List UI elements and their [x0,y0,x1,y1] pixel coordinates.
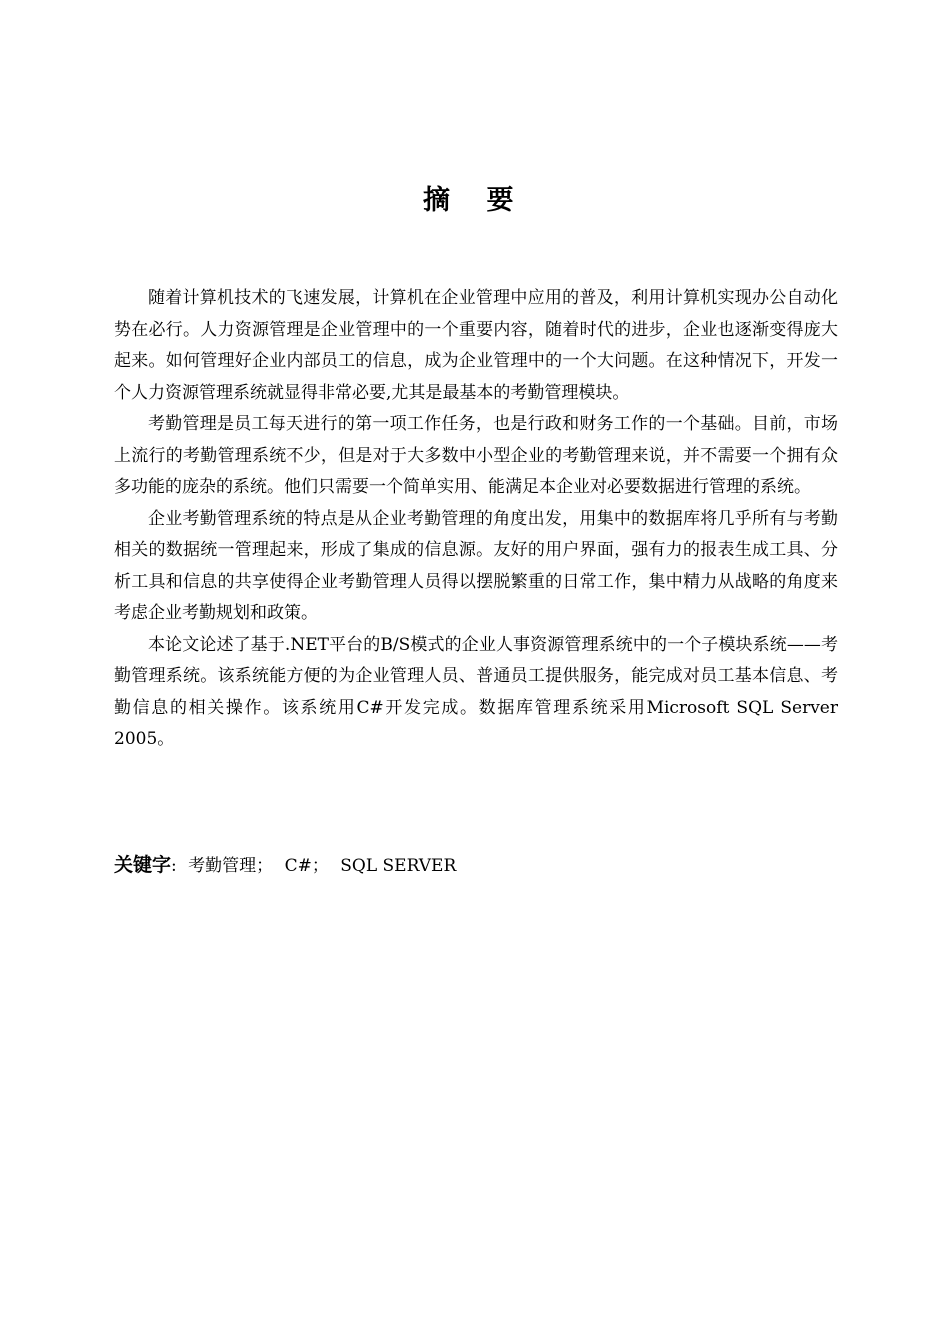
abstract-paragraph-4: 本论文论述了基于.NET平台的B/S模式的企业人事资源管理系统中的一个子模块系统——考勤管理系统。该系统能方便的为企业管理人员、普通员工提供服务，能完成对员工基本信息、考勤信息的相关操作。该系统用C#开发完成。数据库管理系统采用Microsoft SQL Server 2005。 [114,634,838,749]
abstract-paragraph-1: 随着计算机技术的飞速发展，计算机在企业管理中应用的普及，利用计算机实现办公自动化势在必行。人力资源管理是企业管理中的一个重要内容，随着时代的进步，企业也逐渐变得庞大起来。如何管理好企业内部员工的信息，成为企业管理中的一个大问题。在这种情况下，开发一个人力资源管理系统就显得非常必要,尤其是最基本的考勤管理模块。 [114,288,838,403]
abstract-body [114,283,838,756]
keywords-label: 关键字 [114,854,172,876]
keyword-2: C#； [284,856,329,876]
keywords-line [114,850,838,881]
keywords-separator: : [171,856,177,876]
keyword-1: 考勤管理； [188,856,274,876]
abstract-title: 摘 要 [423,185,527,216]
abstract-paragraph-2: 考勤管理是员工每天进行的第一项工作任务，也是行政和财务工作的一个基础。目前，市场上流行的考勤管理系统不少，但是对于大多数中小型企业的考勤管理来说，并不需要一个拥有众多功能的庞杂的系统。他们只需要一个简单实用、能满足本企业对必要数据进行管理的系统。 [114,414,838,497]
abstract-paragraph-3: 企业考勤管理系统的特点是从企业考勤管理的角度出发，用集中的数据库将几乎所有与考勤相关的数据统一管理起来，形成了集成的信息源。友好的用户界面，强有力的报表生成工具、分析工具和信息的共享使得企业考勤管理人员得以摆脱繁重的日常工作，集中精力从战略的角度来考虑企业考勤规划和政策。 [114,508,838,623]
keyword-3: SQL SERVER [340,856,457,876]
